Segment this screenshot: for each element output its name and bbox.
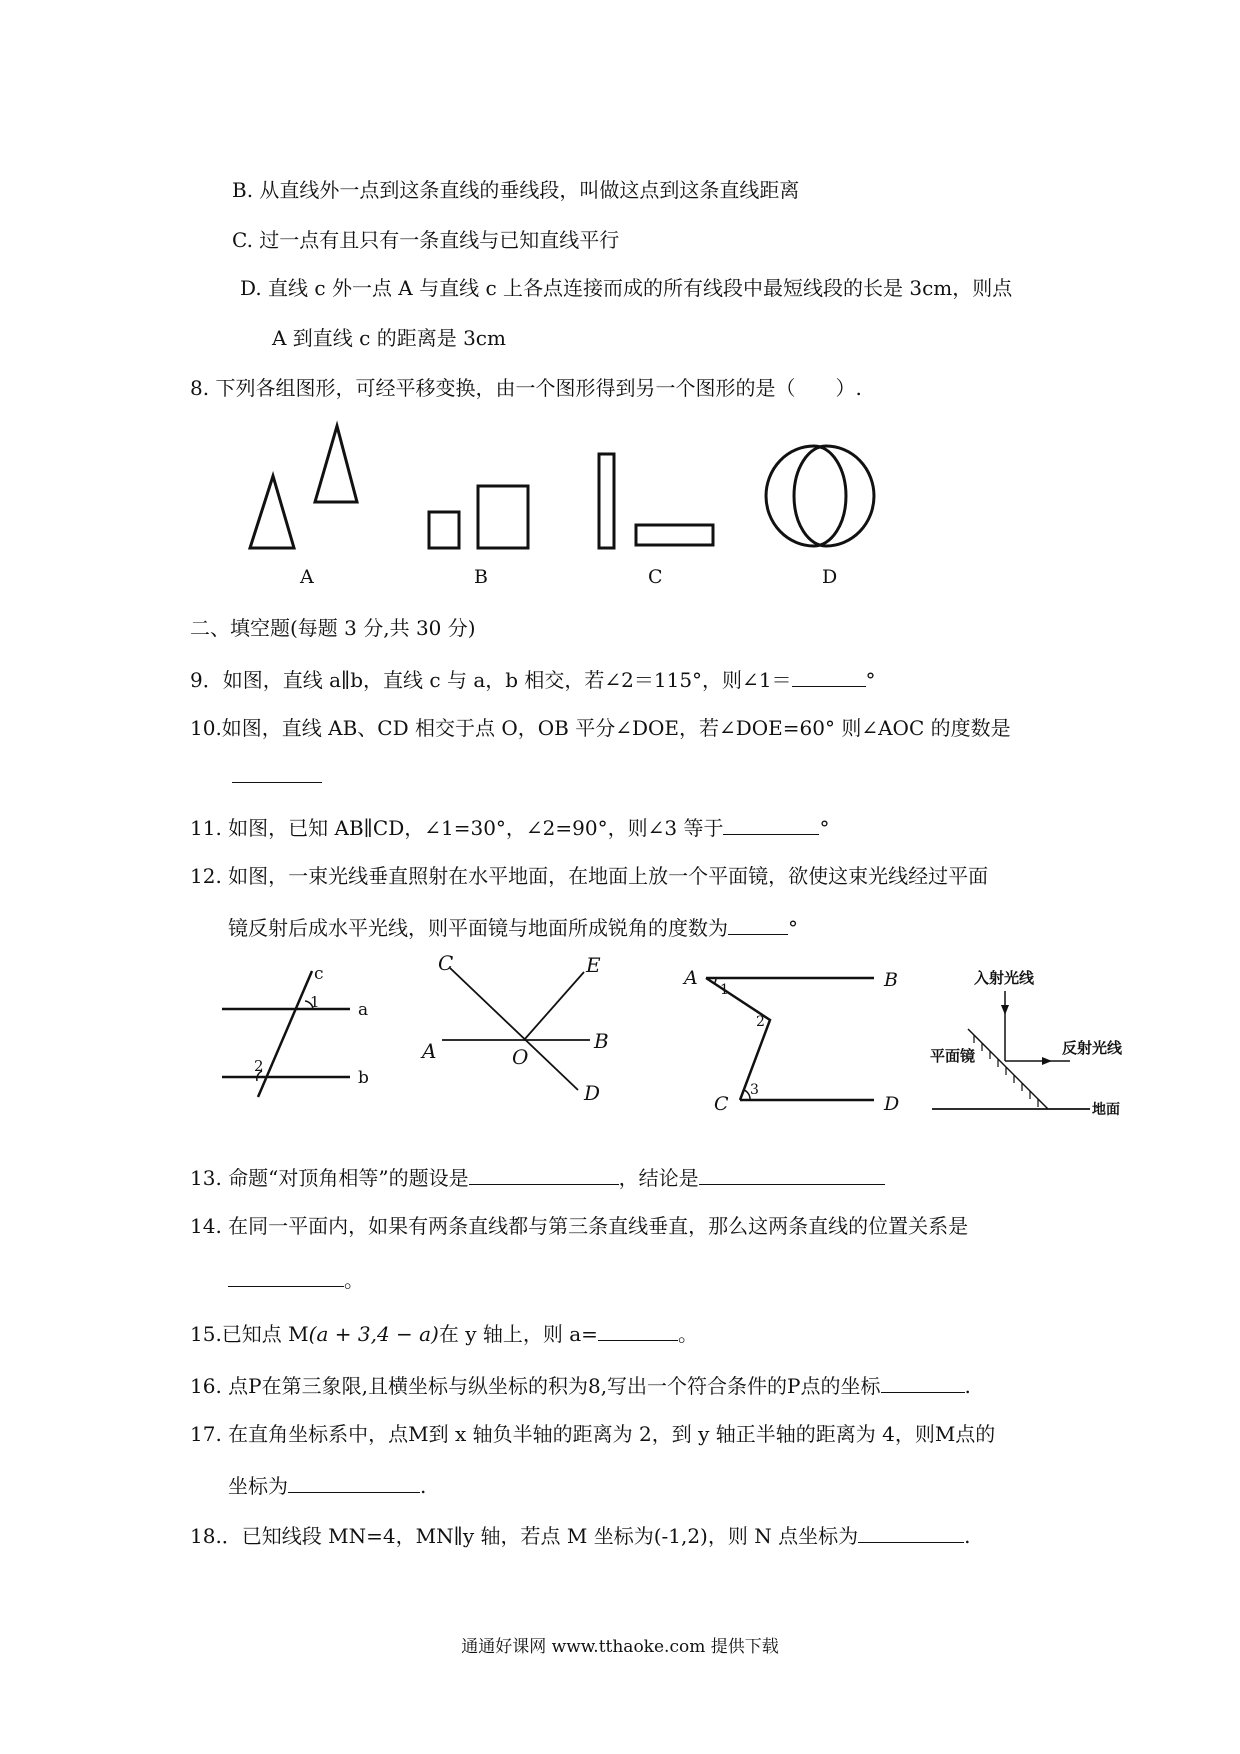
q13-premise-blank[interactable] [469,1162,619,1185]
section-title: 二、填空题(每题 3 分,共 30 分) [190,616,476,640]
q13-text: 13. 命题“对顶角相等”的题设是 [190,1166,469,1190]
q17-text: 坐标为 [228,1474,288,1498]
q12-degree: ° [788,916,798,940]
question-13 [190,1162,885,1192]
fig10-label-d: D [584,1081,601,1105]
question-17-line1: 17. 在直角坐标系中，点M到 x 轴负半轴的距离为 2，到 y 轴正半轴的距离为 4，则M点的 [190,1422,996,1446]
q16-answer-blank[interactable] [881,1370,965,1393]
question-10-answer [232,760,322,790]
q8-label-c: C [648,566,663,588]
question-16 [190,1370,971,1400]
fig9-angle-1: 1 [310,993,320,1011]
q8-figure-c [590,448,720,553]
page-footer: 通通好课网 www.tthaoke.com 提供下载 [461,1637,779,1657]
q11-degree: ° [819,816,830,840]
figure-q9 [210,965,385,1100]
question-9 [190,664,876,694]
q12-answer-blank[interactable] [728,912,788,935]
question-17-line2 [228,1470,426,1500]
q11-text: 11. 如图，已知 AB∥CD，∠1=30°，∠2=90°，则∠3 等于 [190,816,724,840]
fig11-angle-3: 3 [750,1082,759,1098]
q16-period: . [964,1374,971,1398]
fig10-label-b: B [594,1029,609,1053]
q18-period: . [964,1524,971,1548]
q8-label-a: A [300,566,314,588]
q15-text: 15.已知点 M [190,1322,309,1346]
q9-text: 9．如图，直线 a∥b，直线 c 与 a，b 相交，若∠2＝115°，则∠1＝ [190,668,792,692]
q8-figure-b [420,480,535,555]
fig11-angle-1: 1 [720,982,729,998]
q11-answer-blank[interactable] [723,812,819,835]
question-14: 14. 在同一平面内，如果有两条直线都与第三条直线垂直，那么这两条直线的位置关系是 [190,1214,969,1238]
question-15 [190,1318,698,1348]
question-11 [190,812,829,842]
q12-text: 镜反射后成水平光线，则平面镜与地面所成锐角的度数为 [228,916,728,940]
question-12-line1: 12. 如图，一束光线垂直照射在水平地面，在地面上放一个平面镜，欲使这束光线经过平面 [190,864,989,888]
q14-period: 。 [344,1268,364,1292]
question-18 [190,1520,970,1550]
q18-answer-blank[interactable] [858,1520,964,1543]
question-10: 10.如图，直线 AB、CD 相交于点 O，OB 平分∠DOE，若∠DOE=60° 则∠AOC 的度数是 [190,716,1011,740]
fig10-label-c: C [438,951,454,975]
q8-figure-d [770,440,880,555]
figure-q11 [680,960,920,1120]
q8-label-b: B [474,566,488,588]
q15-period: 。 [677,1322,698,1346]
q10-answer-blank[interactable] [232,760,322,783]
fig9-angle-2: 2 [254,1057,264,1075]
option-d-line1: D. 直线 c 外一点 A 与直线 c 上各点连接而成的所有线段中最短线段的长是 3cm，则点 [240,276,1013,300]
fig12-label-mirror: 平面镜 [930,1047,976,1065]
q16-text: 16. 点P在第三象限,且横坐标与纵坐标的积为8,写出一个符合条件的P点的坐标 [190,1374,881,1398]
option-b: B. 从直线外一点到这条直线的垂线段，叫做这点到这条直线距离 [232,178,800,202]
fig12-label-reflect: 反射光线 [1062,1039,1123,1057]
option-d-line2: A 到直线 c 的距离是 3cm [272,326,506,350]
fig11-label-a: A [684,967,698,989]
question-8: 8. 下列各组图形，可经平移变换，由一个图形得到另一个图形的是（ ）. [190,376,862,400]
q9-answer-blank[interactable] [792,664,866,687]
fig10-label-e: E [586,953,601,977]
q13-conclusion-text: ，结论是 [618,1166,699,1190]
option-c: C. 过一点有且只有一条直线与已知直线平行 [232,228,620,252]
q9-degree: ° [865,668,876,692]
fig10-label-a: A [422,1039,437,1063]
fig9-label-a: a [358,1000,369,1020]
figure-q10 [420,950,620,1105]
fig12-label-incident: 入射光线 [974,969,1035,987]
q13-conclusion-blank[interactable] [699,1162,885,1185]
question-12-line2 [228,912,798,942]
q15-answer-blank[interactable] [598,1318,678,1341]
fig10-label-o: O [512,1045,529,1069]
fig9-label-c: c [314,964,324,984]
q8-figure-a [240,420,370,555]
q17-period: . [420,1474,427,1498]
q14-answer-blank[interactable] [228,1264,344,1287]
q15-expression: (a + 3,4 − a) [308,1322,439,1346]
fig11-label-b: B [884,969,898,991]
q17-answer-blank[interactable] [288,1470,420,1493]
fig9-label-b: b [358,1068,369,1088]
fig11-label-d: D [884,1093,900,1115]
fig12-label-ground: 地面 [1092,1102,1120,1118]
question-14-answer [228,1264,364,1294]
fig11-label-c: C [714,1093,729,1115]
q15-text-mid: 在 y 轴上，则 a= [438,1322,598,1346]
q18-text: 18.．已知线段 MN=4，MN∥y 轴，若点 M 坐标为(-1,2)，则 N 点坐标为 [190,1524,859,1548]
q8-label-d: D [822,566,838,588]
figure-q12 [930,965,1130,1118]
fig11-angle-2: 2 [756,1014,765,1030]
